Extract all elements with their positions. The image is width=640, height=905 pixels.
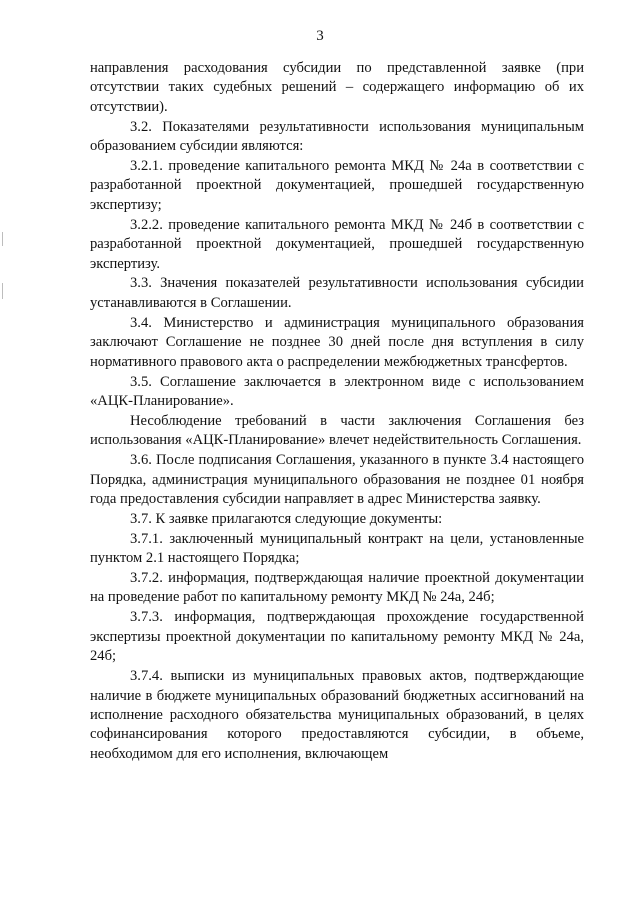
paragraph: 3.4. Министерство и администрация муниципального образования заключают Соглашение не позднее 30 дней после дня вступления в силу нормативного правового акта о распределении межбюджетных трансфертов. — [90, 314, 584, 370]
paragraph: 3.2. Показателями результативности использования муниципальным образованием субсидии являются: — [90, 118, 584, 155]
document-body — [90, 59, 584, 764]
page-number: 3 — [316, 28, 324, 44]
paragraph: 3.3. Значения показателей результативности использования субсидии устанавливаются в Соглашении. — [90, 275, 584, 311]
paragraph: 3.7.1. заключенный муниципальный контракт на цели, установленные пунктом 2.1 настоящего Порядка; — [90, 530, 584, 567]
paragraph: 3.2.1. проведение капитального ремонта МКД № 24а в соответствии с разработанной проектной документацией, прошедшей государственную экспертизу; — [90, 158, 584, 213]
paragraph: 3.5. Соглашение заключается в электронном виде с использованием «АЦК-Планирование». — [90, 373, 584, 409]
paragraph: Несоблюдение требований в части заключения Соглашения без использования «АЦК-Планирование» влечет недействительность Соглашения. — [90, 412, 584, 449]
paragraph: 3.7.4. выписки из муниципальных правовых актов, подтверждающие наличие в бюджете муниципальных образований бюджетных ассигнований на исполнение расходного обязательства муниципальных образований, в целях софинансирования которого предоставляются субсидии, в объеме, необходимом для его исполнения, включающем — [90, 668, 584, 762]
paragraph: направления расходования субсидии по представленной заявке (при отсутствии таких судебных решений – содержащего информацию об их отсутствии). — [90, 60, 584, 115]
paragraph: 3.7.2. информация, подтверждающая наличие проектной документации на проведение работ по капитальному ремонту МКД № 24а, 24б; — [90, 570, 584, 606]
scan-edge-mark-top — [2, 232, 3, 246]
scan-edge-mark-bottom — [2, 283, 3, 299]
paragraph: 3.7. К заявке прилагаются следующие документы: — [130, 510, 443, 527]
paragraph: 3.6. После подписания Соглашения, указанного в пункте 3.4 настоящего Порядка, администрация муниципального образования не позднее 01 ноября года предоставления субсидии направляет в адрес Министерства заявку. — [90, 452, 584, 507]
paragraph: 3.2.2. проведение капитального ремонта МКД № 24б в соответствии с разработанной проектной документацией, прошедшей государственную экспертизу. — [90, 216, 584, 272]
paragraph: 3.7.3. информация, подтверждающая прохождение государственной экспертизы проектной документации по капитальному ремонту МКД № 24а, 24б; — [90, 609, 584, 665]
